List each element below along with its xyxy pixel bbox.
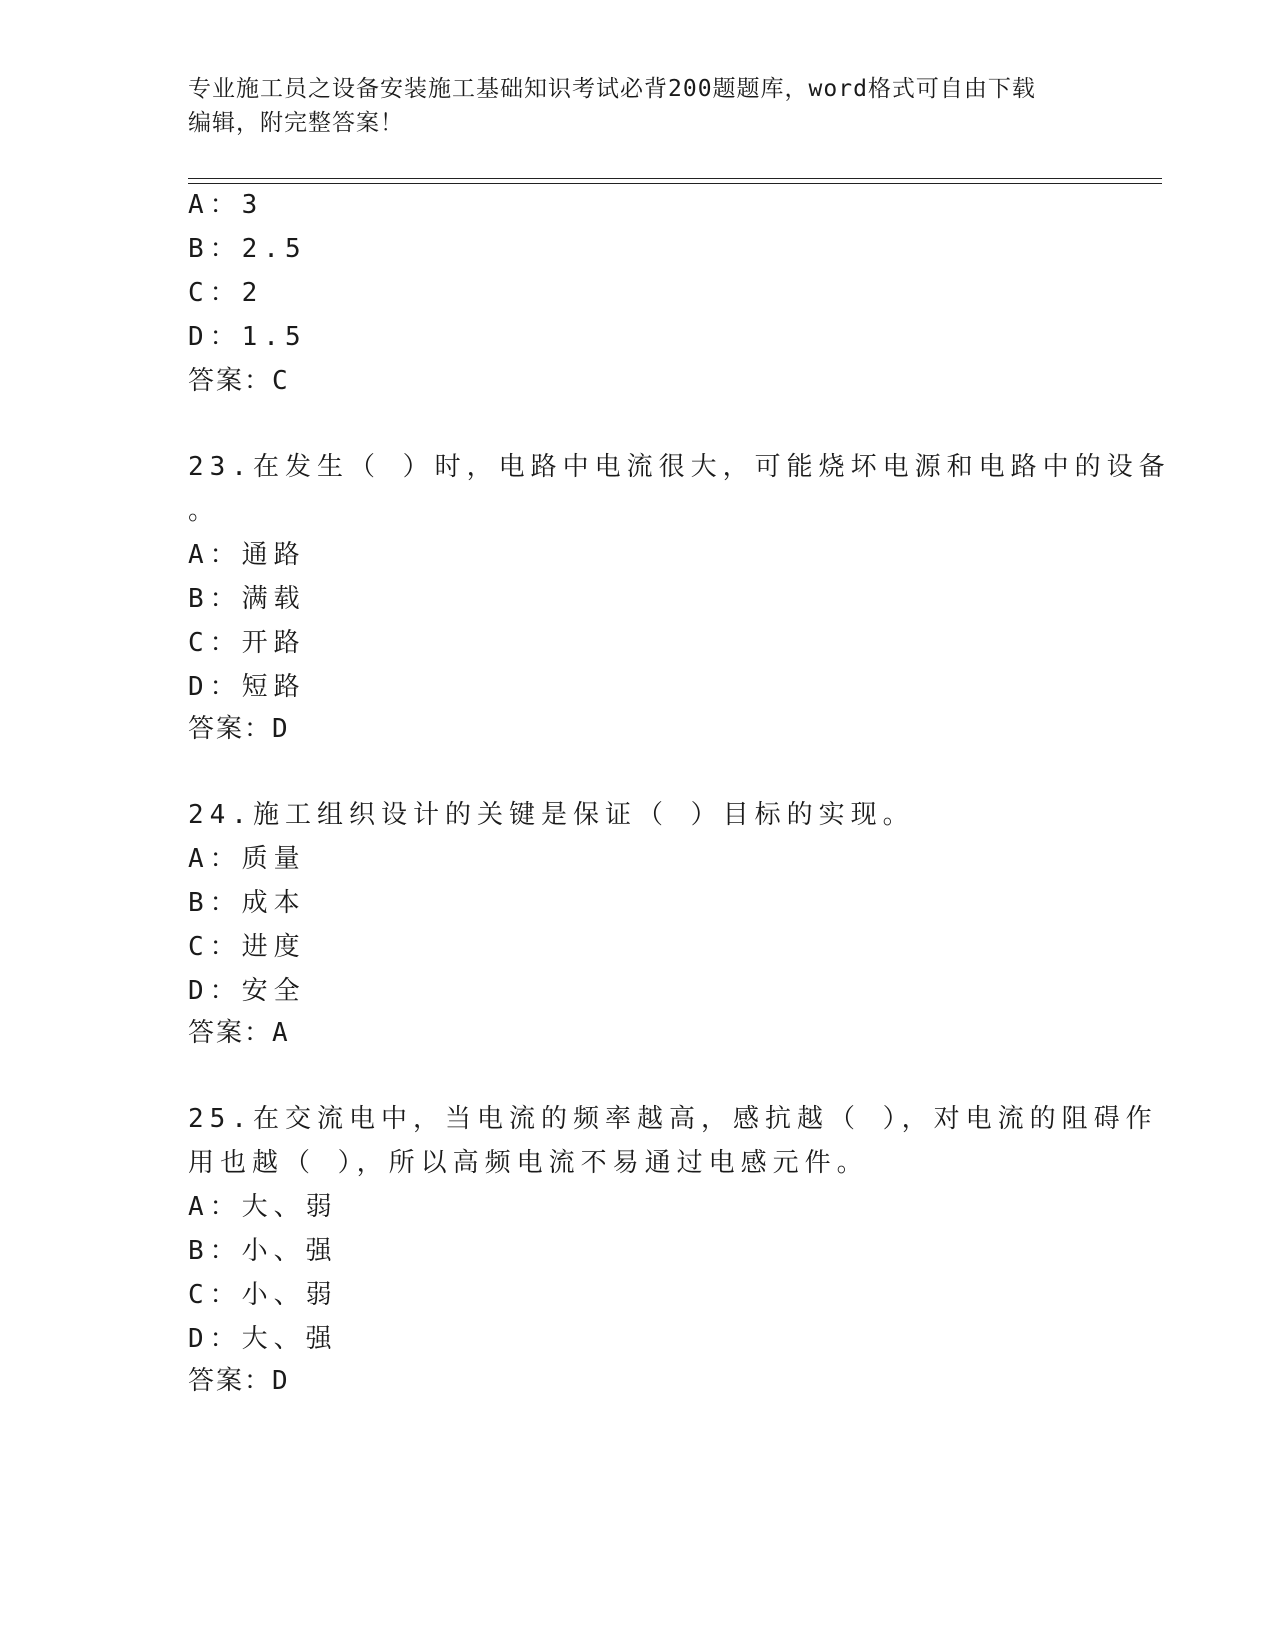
q25-answer: 答案：D xyxy=(188,1366,290,1396)
header-divider-bottom xyxy=(188,183,1162,184)
q24-stem-line-1: 24.施工组织设计的关键是保证（ ）目标的实现。 xyxy=(188,800,915,830)
q23-stem-line-2: 。 xyxy=(188,496,221,526)
q22-answer: 答案：C xyxy=(188,366,290,396)
q23-answer: 答案：D xyxy=(188,714,290,744)
q24-option-a: A：质量 xyxy=(188,844,306,874)
q22-option-d: D：1.5 xyxy=(188,322,307,352)
q24-option-b: B：成本 xyxy=(188,888,306,918)
q22-option-b: B：2.5 xyxy=(188,234,307,264)
q24-answer: 答案：A xyxy=(188,1018,290,1048)
q25-stem-line-1: 25.在交流电中，当电流的频率越高，感抗越（ ），对电流的阻碍作 xyxy=(188,1104,1158,1134)
q25-option-c: C：小、弱 xyxy=(188,1280,338,1310)
header-title-line-2: 编辑，附完整答案！ xyxy=(188,110,404,136)
q22-option-c: C：2 xyxy=(188,278,264,308)
q25-stem-line-2: 用也越（ ），所以高频电流不易通过电感元件。 xyxy=(188,1148,869,1178)
q24-option-c: C：进度 xyxy=(188,932,306,962)
q23-option-b: B：满载 xyxy=(188,584,306,614)
q23-option-d: D：短路 xyxy=(188,672,306,702)
q23-option-c: C：开路 xyxy=(188,628,306,658)
q25-option-b: B：小、强 xyxy=(188,1236,338,1266)
header-title-line-1: 专业施工员之设备安装施工基础知识考试必背200题题库，word格式可自由下载 xyxy=(188,76,1036,102)
q24-option-d: D：安全 xyxy=(188,976,306,1006)
document-header xyxy=(188,72,1088,140)
q22-option-a: A：3 xyxy=(188,190,264,220)
q23-option-a: A：通路 xyxy=(188,540,306,570)
q23-stem-line-1: 23.在发生（ ）时，电路中电流很大，可能烧坏电源和电路中的设备 xyxy=(188,452,1171,482)
header-divider-top xyxy=(188,178,1162,179)
q25-option-d: D：大、强 xyxy=(188,1324,338,1354)
q25-option-a: A：大、弱 xyxy=(188,1192,338,1222)
